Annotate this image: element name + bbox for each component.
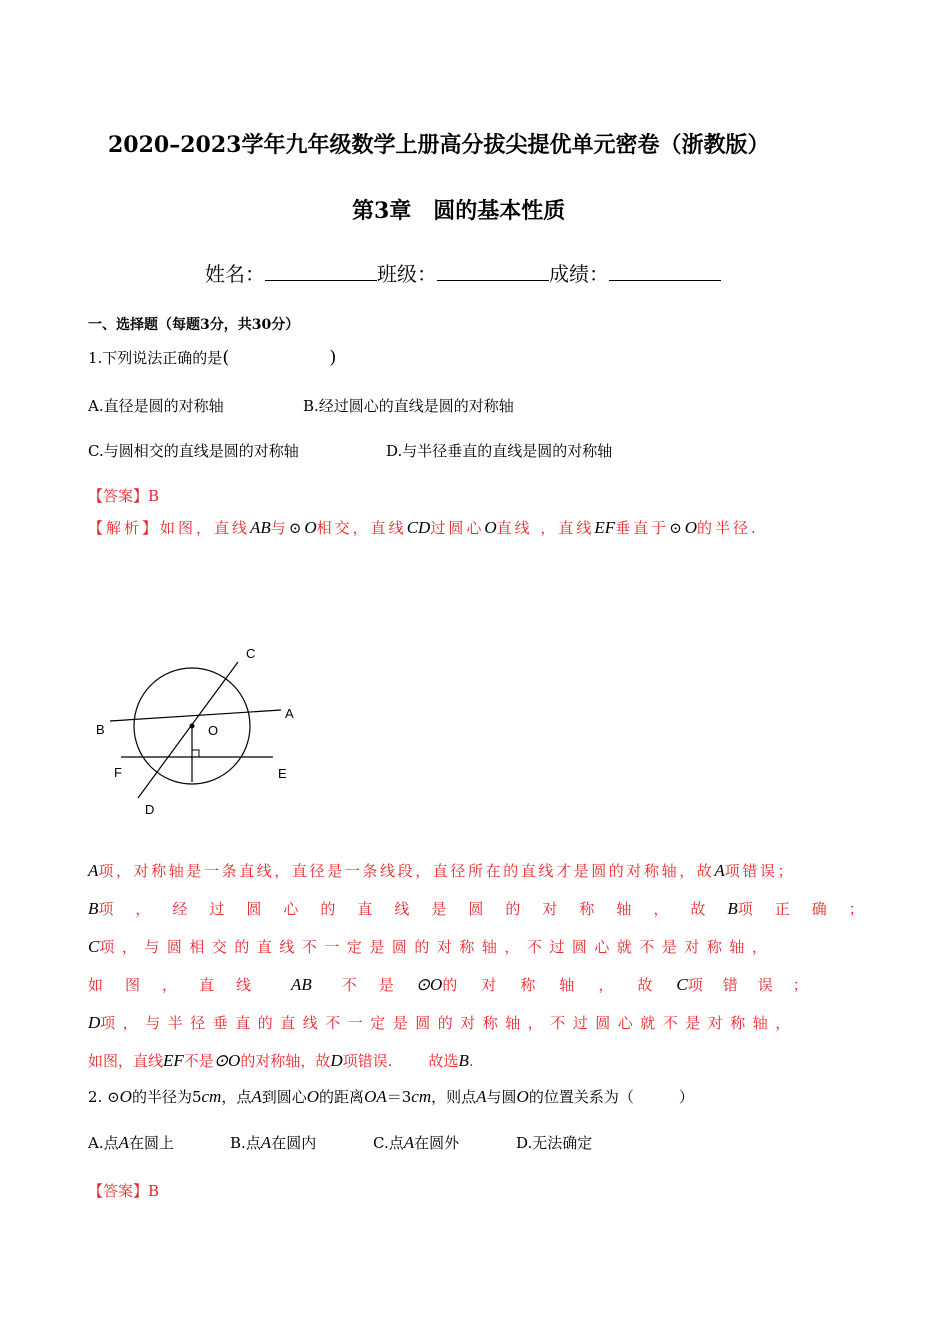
q2-stem: 2. ⊙O的半径为5cm，点A到圆心O的距离OA＝3cm，则点A与圆O的位置关系为（ ） bbox=[88, 1087, 694, 1106]
q1-stem: 1.下列说法正确的是( ) bbox=[88, 347, 337, 368]
explain-line-3: C项，与圆相交的直线不一定是圆的对称轴，不过圆心就不是对称轴， bbox=[88, 937, 775, 956]
label-o: O bbox=[208, 723, 219, 738]
explain-line-2: B项，经过圆心的直线是圆的对称轴，故B项正确； bbox=[88, 899, 886, 918]
q2-option-a: A.点A在圆上 bbox=[88, 1133, 175, 1152]
explain-line-6: 如图，直线EF不是⊙O的对称轴，故D项错误. 故选B. bbox=[88, 1051, 474, 1070]
student-info-row bbox=[205, 258, 721, 287]
explain-line-1: A项，对称轴是一条直线，直径是一条线段，直径所在的直线才是圆的对称轴，故A项错误； bbox=[88, 861, 796, 880]
q2-option-b: B.点A在圆内 bbox=[230, 1133, 317, 1152]
score-label: 成绩： bbox=[549, 262, 609, 286]
label-f: F bbox=[114, 765, 122, 780]
explain-line-5: D项，与半径垂直的直线不一定是圆的对称轴，不过圆心就不是对称轴， bbox=[88, 1013, 798, 1032]
q1-option-a: A.直径是圆的对称轴 bbox=[88, 397, 224, 415]
chapter-title: 第3章 圆的基本性质 bbox=[352, 198, 566, 224]
class-label: 班级： bbox=[377, 262, 437, 286]
class-blank bbox=[437, 262, 549, 281]
score-blank bbox=[609, 262, 721, 281]
name-label: 姓名： bbox=[205, 262, 265, 286]
center-point bbox=[190, 724, 195, 729]
q1-option-b: B.经过圆心的直线是圆的对称轴 bbox=[303, 397, 514, 415]
label-a: A bbox=[285, 706, 294, 721]
name-blank bbox=[265, 262, 377, 281]
document-title: 2020–2023学年九年级数学上册高分拔尖提优单元密卷（浙教版） bbox=[108, 132, 770, 158]
label-e: E bbox=[278, 766, 287, 781]
q1-option-d: D.与半径垂直的直线是圆的对称轴 bbox=[386, 442, 613, 460]
q1-answer: 【答案】B bbox=[88, 487, 160, 505]
q2-option-d: D.无法确定 bbox=[516, 1134, 593, 1152]
label-b: B bbox=[96, 722, 105, 737]
label-c: C bbox=[246, 646, 256, 661]
section-title: 一、选择题（每题3分，共30分） bbox=[88, 317, 300, 333]
q2-option-c: C.点A在圆外 bbox=[373, 1133, 460, 1152]
q1-option-c: C.与圆相交的直线是圆的对称轴 bbox=[88, 442, 299, 460]
q2-answer: 【答案】B bbox=[88, 1182, 160, 1200]
explain-line-4: 如图，直线 AB 不是⊙O的对称轴，故C项错误； bbox=[88, 975, 828, 994]
right-angle-mark bbox=[192, 750, 199, 757]
q1-analysis: 【解析】如图，直线AB与⊙O相交，直线CD过圆心O直线 ，直线EF垂直于⊙O的半径. bbox=[88, 518, 759, 537]
circle-figure bbox=[88, 640, 318, 820]
label-d: D bbox=[145, 802, 155, 817]
